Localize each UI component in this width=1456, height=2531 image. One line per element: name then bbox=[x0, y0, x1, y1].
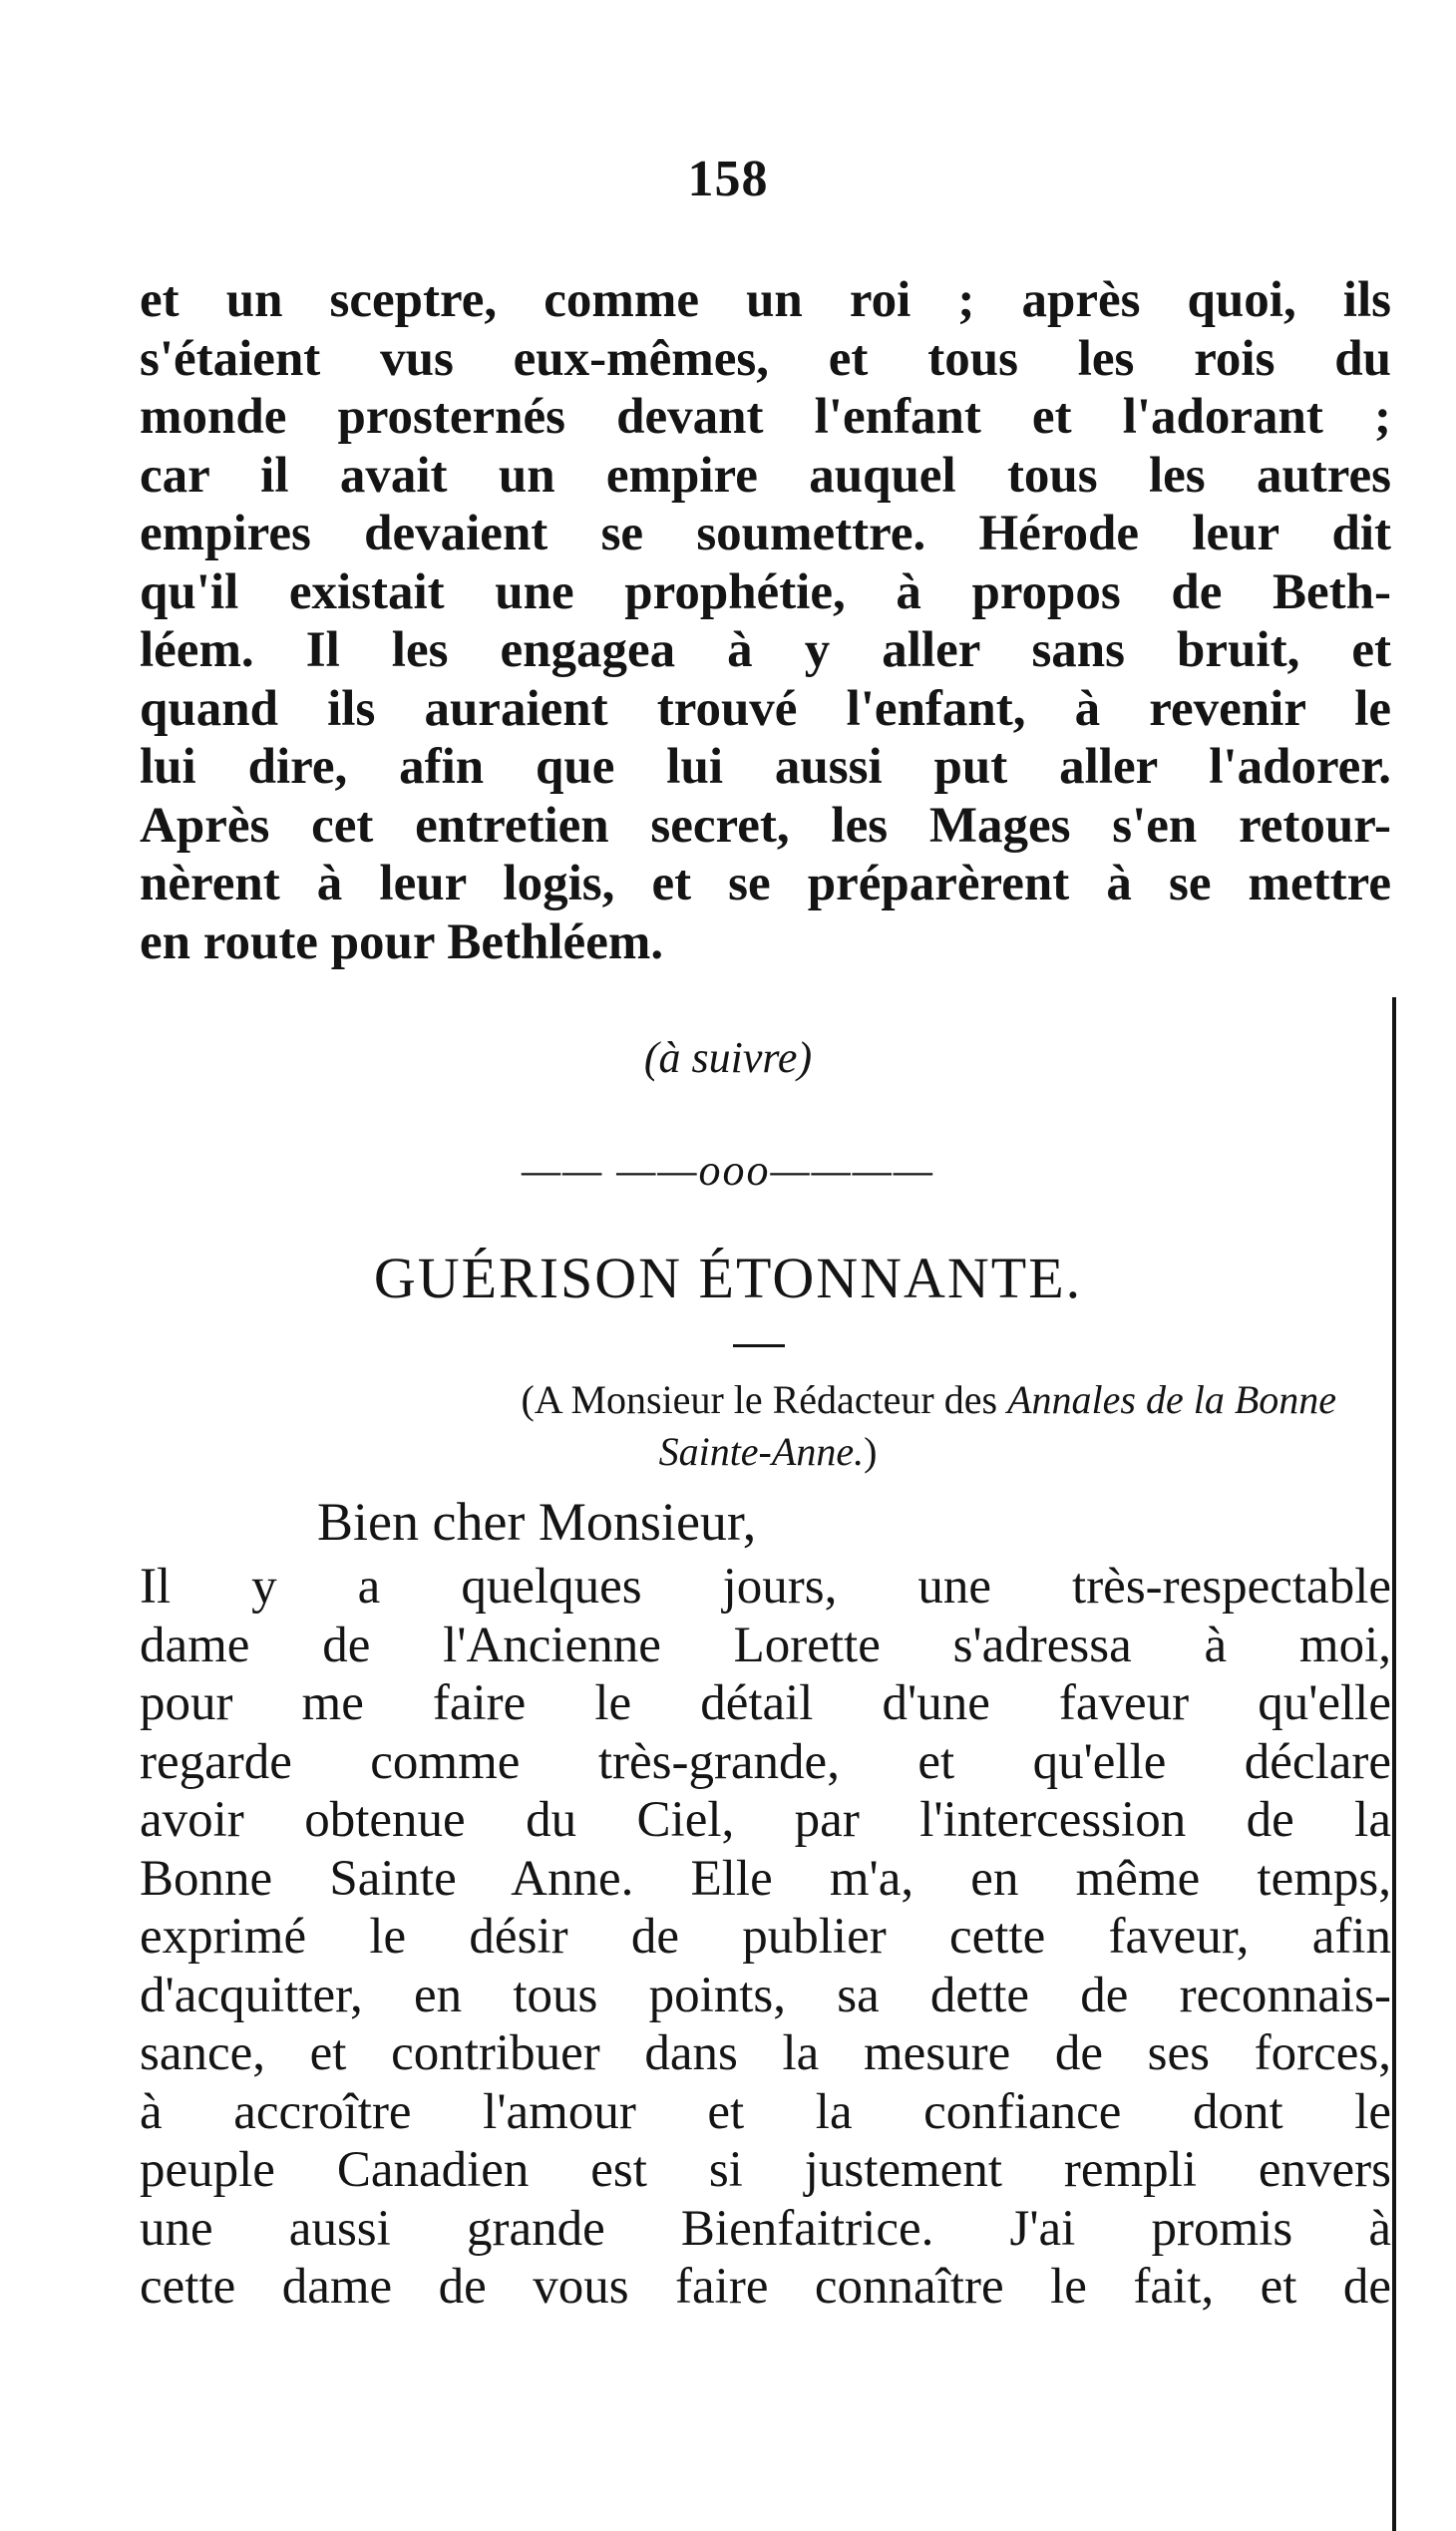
dedication-prefix: (A Monsieur le Rédacteur des bbox=[521, 1377, 1008, 1422]
text-line: une aussi grande Bienfaitrice. J'ai promis à bbox=[140, 2200, 1391, 2257]
text-line: nèrent à leur logis, et se préparèrent à se mettre bbox=[140, 856, 1391, 911]
page-number: 158 bbox=[687, 151, 769, 207]
text-line: exprimé le désir de publier cette faveur, afin bbox=[140, 1909, 1391, 1965]
text-line: monde prosternés devant l'enfant et l'adorant ; bbox=[140, 389, 1391, 445]
text-line: car il avait un empire auquel tous les autres bbox=[140, 447, 1391, 504]
text-line: empires devaient se soumettre. Hérode leur dit bbox=[140, 506, 1391, 561]
text-line: Il y a quelques jours, une très-respectable bbox=[140, 1559, 1391, 1615]
text-line: léem. Il les engagea à y aller sans bruit, et bbox=[140, 622, 1391, 678]
text-line: d'acquitter, en tous points, sa dette de reconnais- bbox=[140, 1967, 1391, 2023]
text-line: quand ils auraient trouvé l'enfant, à revenir le bbox=[140, 680, 1391, 737]
text-line: cette dame de vous faire connaître le fait, et de bbox=[140, 2259, 1391, 2315]
text-line: en route pour Bethléem. bbox=[140, 913, 664, 970]
section-title: GUÉRISON ÉTONNANTE. bbox=[373, 1246, 1083, 1310]
dedication-note bbox=[199, 1374, 1336, 1478]
paragraph-continued-story bbox=[140, 271, 1391, 971]
text-line: Après cet entretien secret, les Mages s'en retour- bbox=[140, 797, 1391, 854]
text-line: regarde comme très-grande, et qu'elle déclare bbox=[140, 1733, 1391, 1790]
dedication-journal-title: Annales de la Bonne bbox=[1007, 1377, 1336, 1422]
section-separator: —— ——ooo———— bbox=[522, 1146, 934, 1195]
text-line: dame de l'Ancienne Lorette s'adressa à moi, bbox=[140, 1617, 1391, 1673]
page-edge-rule bbox=[1392, 997, 1396, 2531]
text-line: avoir obtenue du Ciel, par l'intercession de la bbox=[140, 1792, 1391, 1848]
text-line: pour me faire le détail d'une faveur qu'elle bbox=[140, 1675, 1391, 1731]
text-line: peuple Canadien est si justement rempli envers bbox=[140, 2142, 1391, 2198]
text-line: lui dire, afin que lui aussi put aller l'adorer. bbox=[140, 739, 1391, 795]
continuation-note: (à suivre) bbox=[643, 1033, 813, 1082]
text-line: sance, et contribuer dans la mesure de ses forces, bbox=[140, 2025, 1391, 2081]
letter-salutation: Bien cher Monsieur, bbox=[317, 1492, 757, 1552]
text-line: s'étaient vus eux-mêmes, et tous les rois du bbox=[140, 330, 1391, 387]
dedication-line-1 bbox=[199, 1374, 1336, 1426]
text-line: Bonne Sainte Anne. Elle m'a, en même temps, bbox=[140, 1850, 1391, 1907]
text-line: à accroître l'amour et la confiance dont le bbox=[140, 2083, 1391, 2140]
heading-rule bbox=[733, 1344, 785, 1347]
text-line: et un sceptre, comme un roi ; après quoi, ils bbox=[140, 272, 1391, 328]
paragraph-letter-body bbox=[140, 1558, 1391, 2317]
text-line: qu'il existait une prophétie, à propos de Beth- bbox=[140, 563, 1391, 620]
dedication-line-2 bbox=[199, 1426, 1336, 1478]
dedication-journal-title-end: Sainte-Anne. bbox=[658, 1429, 865, 1474]
dedication-suffix: ) bbox=[864, 1429, 878, 1474]
